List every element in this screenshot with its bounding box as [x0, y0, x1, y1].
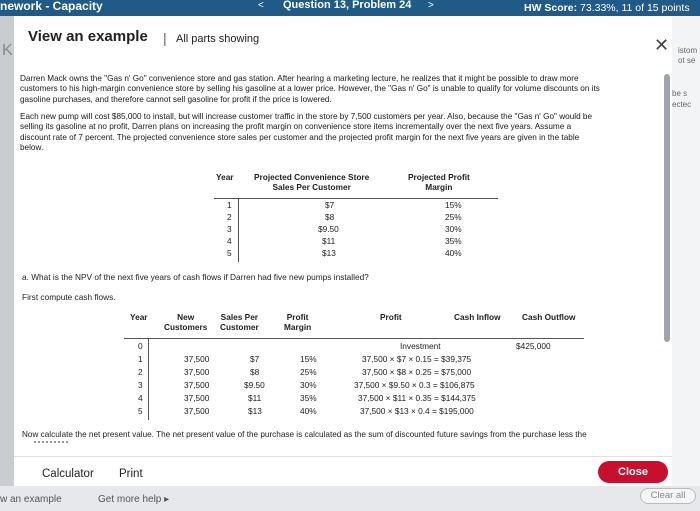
title-separator: | — [163, 30, 167, 46]
table-cell: 37,500 × $13 × 0.4 = $195,000 — [360, 406, 474, 416]
table-divider — [148, 338, 149, 420]
table-cell: 37,500 — [184, 367, 210, 377]
table-cell: 37,500 — [184, 354, 210, 364]
problem-paragraph-1: Darren Mack owns the "Gas n' Go" convenience store and gas station. After hearing a marketing lecture, he realizes that it might be possible to draw more customers to his high-margin convenience store by selling his gasoline at a lower price. However, the "Gas n' Go" is unable to qualify for volume discounts on its gasoline purchases, and therefore cannot sell gasoline for profit if the price is lowered. — [20, 74, 600, 104]
table-cell: $7 — [250, 354, 260, 364]
modal-subtitle: All parts showing — [176, 33, 260, 45]
table-cell: 30% — [445, 224, 462, 234]
table-cell: $7 — [325, 200, 335, 210]
table-cell: 2 — [138, 367, 143, 377]
column-header-cash-outflow: Cash Outflow — [522, 312, 576, 322]
table-cell: $11 — [248, 393, 262, 403]
question-a: a. What is the NPV of the next five years of cash flows if Darren had five new pumps installed? — [22, 272, 369, 282]
table-rule — [214, 198, 498, 199]
scrollbar-thumb[interactable] — [664, 74, 670, 342]
next-question-button[interactable]: > — [428, 0, 434, 11]
npv-explanation: Now calculate the net present value. The net present value of the purchase is calculated as the sum of discounted future savings from the purchase less the — [22, 430, 587, 439]
view-example-link[interactable]: w an example — [0, 494, 62, 505]
example-modal — [14, 16, 672, 486]
table-cell: 35% — [445, 236, 462, 246]
table-cell: 15% — [445, 200, 462, 210]
table-cell: 1 — [227, 200, 232, 210]
modal-footer — [14, 456, 672, 486]
table-cell: 37,500 — [184, 380, 210, 390]
table-cell: 4 — [227, 236, 232, 246]
table-cell: 40% — [445, 248, 462, 258]
table-cell: $11 — [322, 236, 336, 246]
first-compute-text: First compute cash flows. — [22, 292, 116, 302]
table-cell: 37,500 — [184, 393, 210, 403]
table-cell: 1 — [138, 354, 143, 364]
prev-question-button[interactable]: < — [258, 0, 264, 11]
modal-title: View an example — [28, 28, 148, 45]
table-cell: 25% — [445, 212, 462, 222]
close-icon[interactable]: ✕ — [654, 35, 670, 55]
table-cell: 37,500 — [184, 406, 210, 416]
column-header-sales: Projected Convenience Store Sales Per Customer — [254, 172, 370, 192]
table-cell: 40% — [300, 406, 317, 416]
table-rule — [124, 338, 584, 339]
table-cell: 35% — [300, 393, 317, 403]
homework-title: nework - Capacity — [0, 0, 103, 13]
table-cell: 37,500 × $7 × 0.15 = $39,375 — [362, 354, 472, 364]
table-cell: 5 — [138, 406, 143, 416]
column-header-profit: Profit — [380, 312, 402, 322]
calculator-button[interactable]: Calculator — [42, 468, 94, 480]
close-button[interactable]: Close — [598, 461, 668, 483]
table-divider — [238, 198, 239, 262]
modal-header — [14, 16, 672, 60]
column-header-new-customers: New Customers — [164, 312, 208, 332]
column-header-profit-margin: Profit Margin — [284, 312, 312, 332]
column-header-cash-inflow: Cash Inflow — [454, 312, 501, 322]
table-cell: 30% — [300, 380, 317, 390]
clear-all-button[interactable]: Clear all — [640, 488, 696, 504]
table-cell: Investment — [400, 341, 441, 351]
bottom-bar — [0, 486, 700, 511]
table-cell: 37,500 × $11 × 0.35 = $144,375 — [358, 393, 476, 403]
background-panel: istom ot se be s ectec — [672, 16, 700, 486]
table-cell: 5 — [227, 248, 232, 258]
table-cell: 2 — [227, 212, 232, 222]
table-cell: $425,000 — [516, 341, 551, 351]
column-header-year: Year — [130, 312, 148, 322]
table-cell: 3 — [138, 380, 143, 390]
table-cell: 37,500 × $9.50 × 0.3 = $106,875 — [354, 380, 475, 390]
table-cell: $13 — [248, 406, 262, 416]
table-cell: 4 — [138, 393, 143, 403]
question-title: Question 13, Problem 24 — [283, 0, 412, 11]
column-header-year: Year — [216, 172, 234, 182]
print-button[interactable]: Print — [119, 468, 143, 480]
table-cell: $8 — [325, 212, 335, 222]
table-cell: $8 — [250, 367, 260, 377]
truncated-text-indicator — [34, 441, 68, 443]
table-cell: $9.50 — [318, 224, 339, 234]
table-cell: 0 — [138, 341, 143, 351]
table-cell: 15% — [300, 354, 317, 364]
column-header-sales-per-customer: Sales Per Customer — [220, 312, 259, 332]
column-header-margin: Projected Profit Margin — [408, 172, 470, 192]
hw-score: HW Score: 73.33%, 11 of 15 points — [524, 2, 690, 14]
table-cell: 3 — [227, 224, 232, 234]
table-cell: 37,500 × $8 × 0.25 = $75,000 — [362, 367, 472, 377]
top-bar — [0, 0, 700, 16]
table-cell: $13 — [322, 248, 336, 258]
table-cell: $9.50 — [244, 380, 265, 390]
problem-paragraph-2: Each new pump will cost $85,000 to install, but will increase customer traffic in the store by 7,500 customers per year. Also, because the "Gas n' Go" would be selling its gasoline at no profit, Darren plans on increasing the profit margin on convenience store items incrementally over the next five years. Assume a discount rate of 7 percent. The projected convenience store sales per customer and the projected profit margin for the next five years are given in the table below. — [20, 112, 592, 153]
table-cell: 25% — [300, 367, 317, 377]
get-more-help-link[interactable]: Get more help ▸ — [98, 494, 170, 505]
back-arrow-icon[interactable]: K — [2, 42, 13, 59]
